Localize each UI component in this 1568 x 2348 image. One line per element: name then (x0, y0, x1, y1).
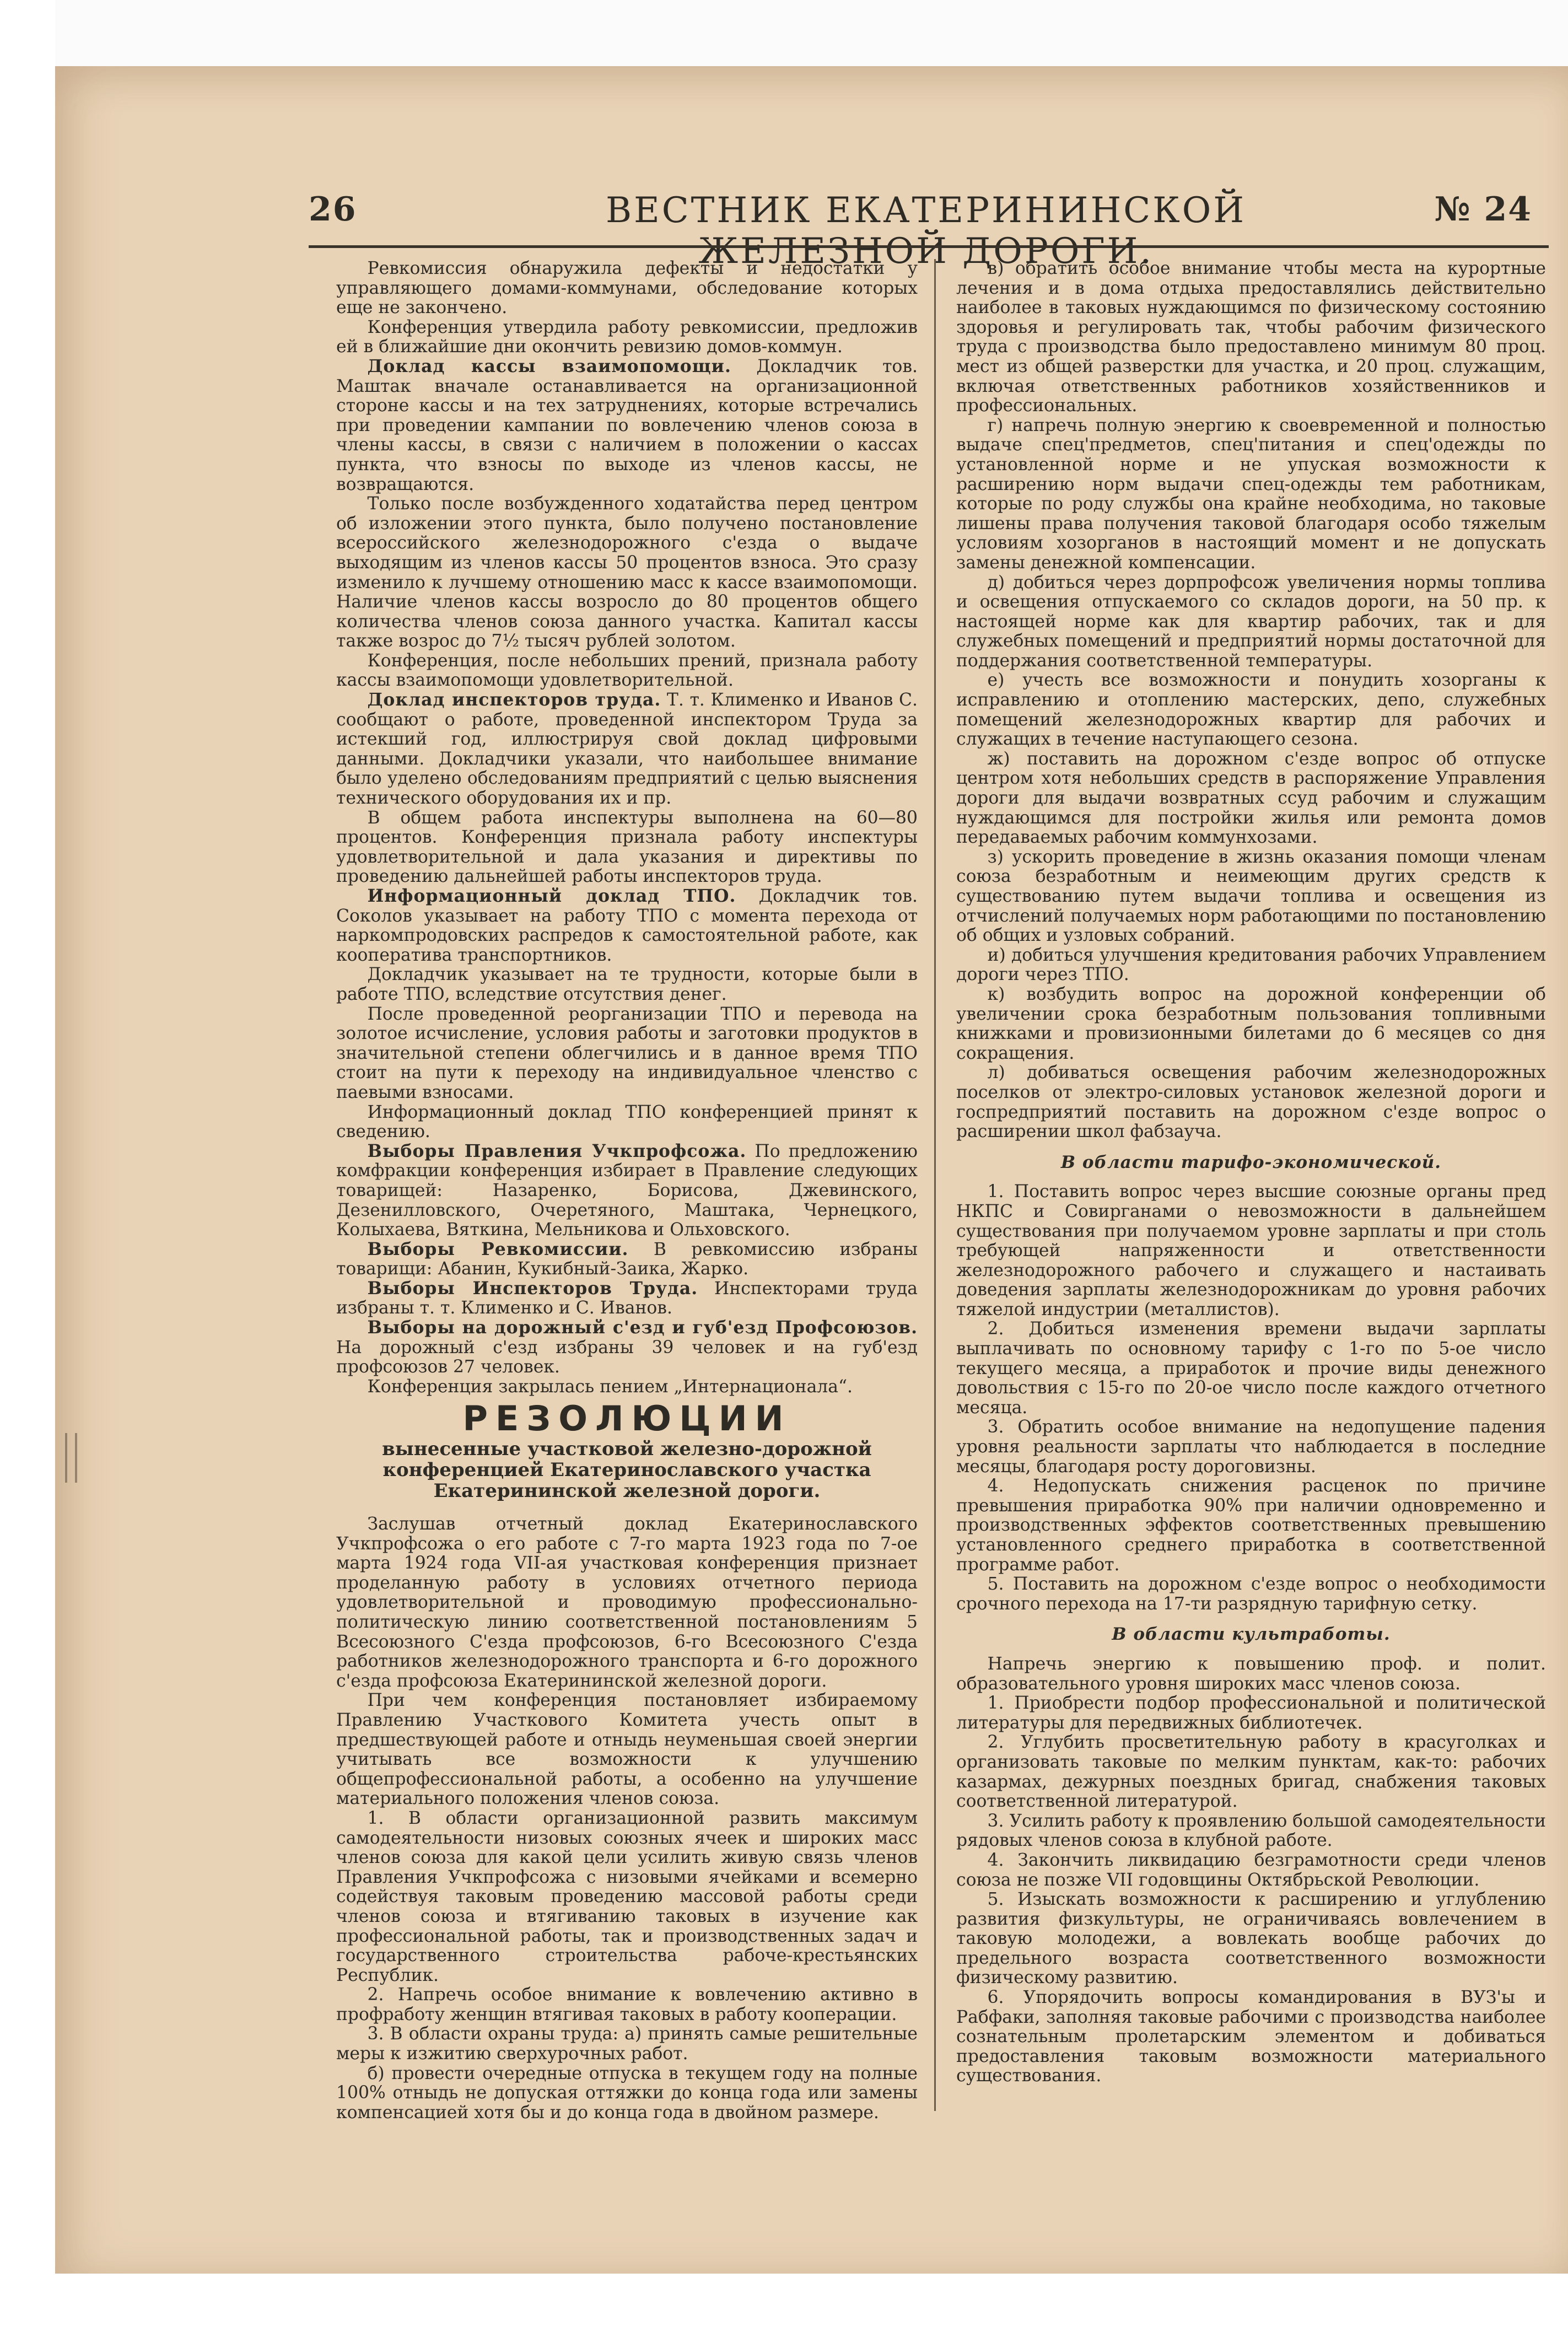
issue-number: № 24 (1434, 190, 1532, 229)
paragraph: Выборы Ревкомиссии. В ревкомиссию избраны товарищи: Абанин, Кукибный-Заика, Жарко. (336, 1239, 918, 1279)
paragraph: л) добиваться освещения рабочим железнодорожных поселков от электро-силовых установок железной дороги и госпредприятий поставить на дорожном с'езде вопрос о расширении школ фабзауча. (956, 1063, 1546, 1142)
paragraph: Конференция закрылась пением „Интернационала“. (367, 1376, 853, 1397)
paragraph: Напречь энергию к повышению проф. и полит. образовательного уровня широких масс членов союза. (956, 1654, 1546, 1694)
paragraph: е) учесть все возможности и понудить хозорганы к исправлению и отоплению мастерских, депо, служебных помещений железнодорожных квартир для рабочих и служащих в течение наступающего сезона. (956, 670, 1546, 750)
run-in-heading: Выборы на дорожный с'езд и губ'езд Профсоюзов. (367, 1318, 918, 1338)
paragraph: 5. Изыскать возможности к расширению и углублению развития физкультуры, не ограничиваясь вовлечением в таковую молодежи, а вовлекать вообще рабочих до предельного возраста соответственного возможности физическому развитию. (956, 1889, 1546, 1988)
resolutions-subtitle: вынесенные участковой железно-дорожной конференцией Екатеринославского участка Екатерининской железной дороги. (382, 1438, 872, 1502)
paragraph: Только после возбужденного ходатайства перед центром об изложении этого пункта, было получено постановление всероссийского железнодорожного с'езда о выдаче выходящим из членов кассы 50 процентов взноса. Это сразу изменило к лучшему отношению масс к кассе взаимопомощи. Наличие членов кассы возросло до 80 процентов общего количества членов союза данного участка. Капитал кассы также возрос до 7½ тысяч рублей золотом. (336, 494, 918, 651)
header-rule (309, 245, 1549, 248)
paragraph: 5. Поставить на дорожном с'езде вопрос о необходимости срочного перехода на 17-ти разрядную тарифную сетку. (956, 1574, 1546, 1614)
paragraph: 1. В области организационной развить максимум самодеятельности низовых союзных ячеек и широких масс членов союза для какой цели усилить живую связь членов Правления Учкпрофсожа с низовыми ячейками и всемерно содействуя таковым проведению массовой работы среди членов союза и втягиванию таковых в изучение как профессиональной работы, так и производственных задач и государственного строительства рабоче-крестьянских Республик. (336, 1808, 918, 1985)
paragraph: Доклад инспекторов труда. Т. т. Клименко и Иванов С. сообщают о работе, проведенной инспектором Труда за истекший год, иллюстрируя свой доклад цифровыми данными. Докладчики указали, что наибольшее внимание было уделено обследованиям предприятий с целью выяснения технического оборудования их и пр. (336, 690, 918, 809)
run-in-heading: Выборы Ревкомиссии. (367, 1239, 629, 1259)
paragraph: Выборы на дорожный с'езд и губ'езд Профсоюзов. На дорожный с'езд избраны 39 человек и на губ'езд профсоюзов 27 человек. (336, 1318, 918, 1377)
run-in-heading: Доклад кассы взаимопомощи. (367, 356, 731, 376)
resolutions-title: РЕЗОЛЮЦИИ (462, 1398, 791, 1439)
paragraph: При чем конференция постановляет избираемому Правлению Участкового Комитета учесть опыт в предшествующей работе и отныдь неуменьшая своей энергии учитывать все возможности к улучшению общепрофессиональной работы, а особенно на улучшение материального положения членов союза. (336, 1690, 918, 1809)
paragraph: в) обратить особое внимание чтобы места на курортные лечения и в дома отдыха предоставлялись действительно наиболее в таковых нуждающимся по физическому состоянию здоровья и регулировать так, чтобы рабочим физического труда с производства было предоставлено минимум 80 проц. мест из общей разверстки для участка, и 20 проц. служащим, включая ответственных работников хозяйственников и профессиональных. (956, 259, 1546, 416)
left-column (336, 259, 918, 2123)
paragraph: к) возбудить вопрос на дорожной конференции об увеличении срока безработным пользования топливными книжками и провизионными билетами до 6 месяцев со дня сокращения. (956, 984, 1546, 1063)
paragraph: 4. Закончить ликвидацию безграмотности среди членов союза не позже VII годовщины Октябрьской Революции. (956, 1850, 1546, 1890)
paragraph: 3. Обратить особое внимание на недопущение падения уровня реальности зарплаты что наблюдается в последние месяцы, благодаря росту дороговизны. (956, 1417, 1546, 1477)
paragraph: з) ускорить проведение в жизнь оказания помощи членам союза безработным и неимеющим других средств к существованию путем выдачи топлива и освещения из отчислений получаемых норм работающими по постановлению об общих и узловых собраний. (956, 847, 1546, 946)
paragraph: Заслушав отчетный доклад Екатеринославского Учкпрофсожа о его работе с 7-го марта 1923 года по 7-ое марта 1924 года VII-ая участковая конференция признает проделанную работу в условиях отчетного периода удовлетворительной и проводимую профессионально-политическую линию соответственной постановлениям 5 Всесоюзного С'езда профсоюзов, 6-го Всесоюзного С'езда работников железнодорожного транспорта и 6-го дорожного с'езда профсоюза Екатерининской железной дороги. (336, 1514, 918, 1691)
paragraph: После проведенной реорганизации ТПО и перевода на золотое исчисление, условия работы и заготовки продуктов в значительной степени облегчились и в данное время ТПО стоит на пути к переходу на индивидуальное членство с паевыми взносами. (336, 1004, 918, 1102)
paragraph: 3. Усилить работу к проявлению большой самодеятельности рядовых членов союза в клубной работе. (956, 1811, 1546, 1851)
paragraph: 1. Приобрести подбор профессиональной и политической литературы для передвижных библиотечек. (956, 1693, 1546, 1733)
paragraph: В общем работа инспектуры выполнена на 60—80 процентов. Конференция признала работу инспектуры удовлетворительной и дала указания и директивы по проведению дальнейшей работы инспекторов труда. (336, 807, 918, 887)
paragraph: 3. В области охраны труда: а) принять самые решительные меры к изжитию сверхурочных работ. (336, 2024, 918, 2064)
paragraph: Конференция, после небольших прений, признала работу кассы взаимопомощи удовлетворительной. (336, 650, 918, 691)
scan-background (0, 0, 55, 2348)
paragraph: Доклад кассы взаимопомощи. Докладчик тов. Маштак вначале останавливается на организационной стороне кассы и на тех затруднениях, которые встречались при проведении кампании по вовлечению членов союза в члены кассы, в связи с наличием в положении о кассах пункта, что взносы по выходе из членов кассы, не возвращаются. (336, 356, 918, 494)
paragraph: д) добиться через дорпрофсож увеличения нормы топлива и освещения отпускаемого со складов дороги, на 50 пр. к настоящей норме как для квартир рабочих, так и для служебных помещений и предприятий нормы достаточной для поддержания соответственной температуры. (956, 572, 1546, 671)
paragraph: Информационный доклад ТПО. Докладчик тов. Соколов указывает на работу ТПО с момента перехода от наркомпродовских распредов к самостоятельной работе, как кооператива транспортников. (336, 886, 918, 965)
paragraph: Информационный доклад ТПО конференцией принят к сведению. (336, 1102, 918, 1142)
paragraph: 4. Недопускать снижения расценок по причине превышения приработка 90% при наличии одновременно и производственных эффектов соответственных превышению установленного среднего приработка в соответственной программе работ. (956, 1476, 1546, 1575)
paragraph: Конференция утвердила работу ревкомиссии, предложив ей в ближайшие дни окончить ревизию домов-коммун. (336, 317, 918, 357)
page-number: 26 (309, 190, 357, 229)
page-header (309, 190, 1543, 272)
paragraph: г) напречь полную энергию к своевременной и полностью выдаче спец'предметов, спец'питания и спец'одежды по установленной норме и не упуская возможности к расширению норм выдачи спец-одежды тем работникам, которые по роду службы она крайне необходима, но таковые лишены права получения таковой благодаря особо тяжелым условиям хозорганов в настоящий момент и не допускать замены денежной компенсации. (956, 415, 1546, 573)
paragraph: Докладчик указывает на те трудности, которые были в работе ТПО, вследствие отсутствия денег. (336, 965, 918, 1004)
scan-background-bottom (0, 2274, 1568, 2348)
paragraph: 2. Углубить просветительную работу в красуголках и организовать таковые по мелким пунктам, как-то: рабочих казармах, дежурных поездных бригад, снабжения таковых соответственной литературой. (956, 1732, 1546, 1812)
column-divider (934, 259, 936, 2111)
paragraph: 6. Упорядочить вопросы командирования в ВУЗ'ы и Рабфаки, заполняя таковые рабочими с производства наиболее сознательным пролетарским элементом и добиваться предоставления таковым возможности материального существования. (956, 1988, 1546, 2086)
run-in-heading: Информационный доклад ТПО. (367, 886, 736, 906)
paragraph: Ревкомиссия обнаружила дефекты и недостатки у управляющего домами-коммунами, обследование которых еще не закончено. (336, 259, 918, 318)
section-heading: В области культработы. (1112, 1624, 1391, 1645)
section-heading: В области тарифо-экономической. (1060, 1152, 1442, 1172)
paragraph: 1. Поставить вопрос через высшие союзные органы пред НКПС и Совирганами о невозможности в дальнейшем существования при получаемом уровне зарплаты и при столь требующей напряженности и ответственности железнодорожного рабочего и служащего и настаивать доведения зарплаты железнодорожникам до уровня рабочих тяжелой индустрии (металлистов). (956, 1182, 1546, 1320)
paragraph: б) провести очередные отпуска в текущем году на полные 100% отныдь не допуская оттяжки до конца года или замены компенсацией хотя бы и до конца года в двойном размере. (336, 2063, 918, 2123)
paragraph: ж) поставить на дорожном с'езде вопрос об отпуске центром хотя небольших средств в распоряжение Управления дороги для выдачи возвратных ссуд рабочим и служащим нуждающимся для постройки жилья или ремонта домов передаваемых рабочим коммунхозами. (956, 748, 1546, 848)
paragraph: Выборы Правления Учкпрофсожа. По предложению комфракции конференция избирает в Правление следующих товарищей: Назаренко, Борисова, Джевинского, Дезенилловского, Очеретяного, Маштака, Чернецкого, Колыхаева, Вяткина, Мельникова и Ольховского. (336, 1141, 918, 1240)
binding-mark (65, 1433, 77, 1483)
paragraph: и) добиться улучшения кредитования рабочих Управлением дороги через ТПО. (956, 945, 1546, 985)
paragraph: 2. Напречь особое внимание к вовлечению активно в профработу женщин втягивая таковых в работу кооперации. (336, 1985, 918, 2024)
run-in-heading: Доклад инспекторов труда. (367, 690, 661, 710)
right-column (956, 259, 1546, 2086)
paragraph: 2. Добиться изменения времени выдачи зарплаты выплачивать по основному тарифу с 1-го по 5-ое число текущего месяца, а приработок и прочие виды денежного довольствия с 15-го по 20-ое число после каждого отчетного месяца. (956, 1319, 1546, 1418)
run-in-heading: Выборы Инспекторов Труда. (367, 1278, 698, 1299)
journal-title: ВЕСТНИК ЕКАТЕРИНИНСКОЙ ЖЕЛЕЗНОЙ ДОРОГИ. (605, 190, 1247, 272)
paragraph: Выборы Инспекторов Труда. Инспекторами труда избраны т. т. Клименко и С. Иванов. (336, 1278, 918, 1318)
run-in-heading: Выборы Правления Учкпрофсожа. (367, 1141, 747, 1161)
